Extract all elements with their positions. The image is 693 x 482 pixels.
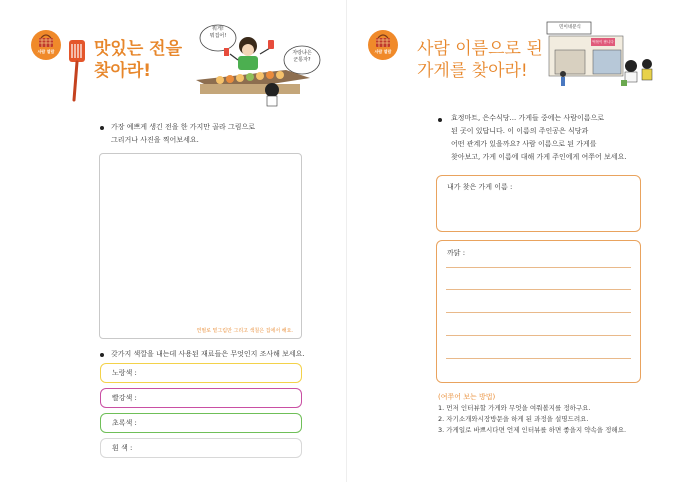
shop-banner: 떡볶이 팝니다	[592, 40, 614, 44]
writing-line	[446, 358, 631, 359]
badge-label: 사람 열람	[37, 49, 55, 54]
red-answer-field[interactable]	[100, 388, 302, 408]
green-answer-field[interactable]	[100, 413, 302, 433]
bullet-icon	[100, 126, 104, 130]
found-shop-field[interactable]	[436, 175, 641, 232]
drawing-hint: 연필로 밑그림만 그리고 색칠은 집에서 해요.	[196, 328, 293, 334]
method-item: 3. 가게일로 바쁘시다면 언제 인터뷰를 하면 좋을지 약속을 정해요.	[438, 426, 627, 434]
page-title: 맛있는 전을 찾아라!	[94, 39, 183, 81]
shop-illustration	[533, 20, 655, 92]
drawing-area[interactable]	[99, 153, 302, 339]
left-page	[0, 0, 346, 482]
green-label: 초록색 :	[112, 419, 137, 427]
reason-label: 까닭 :	[447, 249, 466, 257]
method-title: (여쭈어 보는 방법)	[438, 393, 496, 401]
red-label: 빨강색 :	[112, 394, 137, 402]
drawing-instruction: 가장 예쁘게 생긴 전을 한 가지만 골라 그림으로 그리거나 사진을 찍어보세요.	[111, 123, 256, 144]
spatula-icon	[64, 38, 90, 102]
writing-line	[446, 267, 631, 268]
found-shop-label: 내가 찾은 가게 이름 :	[447, 183, 513, 191]
basket-badge-icon	[31, 30, 61, 60]
writing-line	[446, 312, 631, 313]
yellow-answer-field[interactable]	[100, 363, 302, 383]
page-title: 사람 이름으로 된 가게를 찾아라!	[417, 39, 543, 81]
yellow-label: 노랑색 :	[112, 369, 137, 377]
white-label: 흰 색 :	[112, 444, 133, 452]
speech-bubble-1: 뭐게! 뭐집어!	[209, 26, 227, 39]
writing-line	[446, 289, 631, 290]
badge-label: 사람 열람	[374, 49, 392, 54]
speech-bubble-2: 자랑냐은 군통자?	[292, 50, 312, 63]
shop-sign: 민이네분식	[559, 25, 581, 30]
reason-field[interactable]	[436, 240, 641, 383]
method-item: 2. 자기소개와시장방문을 하게 된 과정을 설명드려요.	[438, 415, 589, 423]
right-page	[347, 0, 693, 482]
color-question: 갖가지 색깔을 내는데 사용된 재료들은 무엇인지 조사해 보세요.	[111, 350, 305, 358]
bullet-icon	[100, 353, 104, 357]
basket-badge-icon	[368, 30, 398, 60]
method-item: 1. 먼저 인터뷰할 가게와 무엇을 여쭤볼지를 정하구요.	[438, 404, 591, 412]
white-answer-field[interactable]	[100, 438, 302, 458]
bullet-icon	[438, 118, 442, 122]
shop-instruction: 효정마트, 은수식당... 가게들 중에는 사람이름으로 된 곳이 있답니다. 이 이름의 주인공은 식당과 어떤 관계가 있을까요? 사람 이름으로 된 가게를 찾아보고, 가게 이름에 대해 가게 주인에게 여쭈어 보세요.	[451, 114, 627, 161]
writing-line	[446, 335, 631, 336]
